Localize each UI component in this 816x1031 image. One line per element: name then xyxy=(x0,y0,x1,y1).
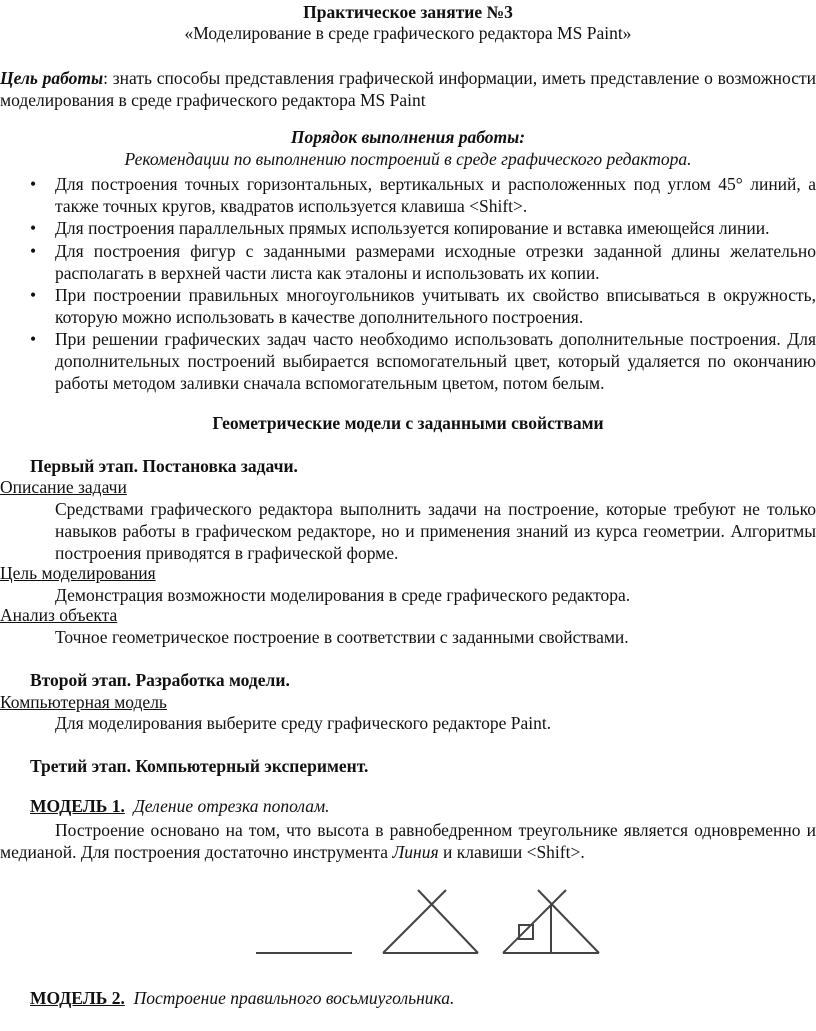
description-text: Средствами графического редактора выполнить задачи на построение, которые требуют не только навыков работы в графическом редакторе, но и применения знаний из курса геометрии. Алгоритмы построения приводятся в графической форме. xyxy=(55,499,816,563)
bullet-icon: • xyxy=(30,218,37,238)
bullet-icon: • xyxy=(30,285,37,305)
list-item: • Для построения фигур с заданными размерами исходные отрезки заданной длины желательно располагать в верхней части листа как эталоны и использовать их копии. xyxy=(30,241,816,283)
bisection-diagram xyxy=(240,880,620,960)
procedure-subheading: Рекомендации по выполнению построений в среде графического редактора. xyxy=(124,149,692,169)
list-item: • Для построения параллельных прямых используется копирование и вставка имеющейся линии. xyxy=(30,218,770,238)
median-construction xyxy=(503,890,599,953)
computer-model-label: Компьютерная модель xyxy=(0,692,167,712)
triangle-construction xyxy=(383,890,478,953)
list-item: • При построении правильных многоугольников учитывать их свойство вписываться в окружность, которую можно использовать в качестве дополнительного построения. xyxy=(30,285,816,327)
procedure-heading: Порядок выполнения работы: xyxy=(290,127,526,147)
page-subtitle: «Моделирование в среде графического редактора MS Paint» xyxy=(184,23,632,43)
page-title: Практическое занятие №3 xyxy=(303,2,513,22)
model1-heading: МОДЕЛЬ 1. Деление отрезка пополам. xyxy=(30,796,330,816)
analysis-label: Анализ объекта xyxy=(0,605,118,625)
goal-label: Цель работы xyxy=(0,68,104,88)
bullet-icon: • xyxy=(30,174,37,194)
bullet-icon: • xyxy=(30,329,37,349)
analysis-text: Точное геометрическое построение в соответствии с заданными свойствами. xyxy=(55,627,629,647)
stage3-heading: Третий этап. Компьютерный эксперимент. xyxy=(30,756,369,776)
model2-heading: МОДЕЛЬ 2. Построение правильного восьмиугольника. xyxy=(30,988,455,1008)
computer-model-text: Для моделирования выберите среду графического редакторе Paint. xyxy=(55,713,552,733)
description-label: Описание задачи xyxy=(0,477,127,497)
stage2-heading: Второй этап. Разработка модели. xyxy=(30,670,290,690)
list-item: • Для построения точных горизонтальных, вертикальных и расположенных под углом 45° линий, а также точных кругов, квадратов используется клавиша <Shift>. xyxy=(30,174,816,216)
stage1-heading: Первый этап. Постановка задачи. xyxy=(30,456,298,476)
modeling-goal-label: Цель моделирования xyxy=(0,563,156,583)
list-item: • При решении графических задач часто необходимо использовать дополнительные построения. Для дополнительных построений выбирается вспомогательный цвет, который удаляется по окончанию работы методом заливки сначала вспомогательным цветом, потом белым. xyxy=(30,329,816,393)
section-heading: Геометрические модели с заданными свойствами xyxy=(212,413,604,433)
goal-text: : знать способы представления графической информации, иметь представление о возможности моделирования в среде графического редактора MS Paint xyxy=(0,68,816,110)
modeling-goal-text: Демонстрация возможности моделирования в среде графического редактора. xyxy=(55,585,631,605)
right-angle-marker xyxy=(519,925,533,939)
model1-text: Построение основано на том, что высота в равнобедренном треугольнике является одновременно и медианой. Для построения достаточно инструмента Линия и клавиши <Shift>. xyxy=(0,820,816,862)
bullet-icon: • xyxy=(30,241,37,261)
goal-paragraph xyxy=(0,67,816,111)
